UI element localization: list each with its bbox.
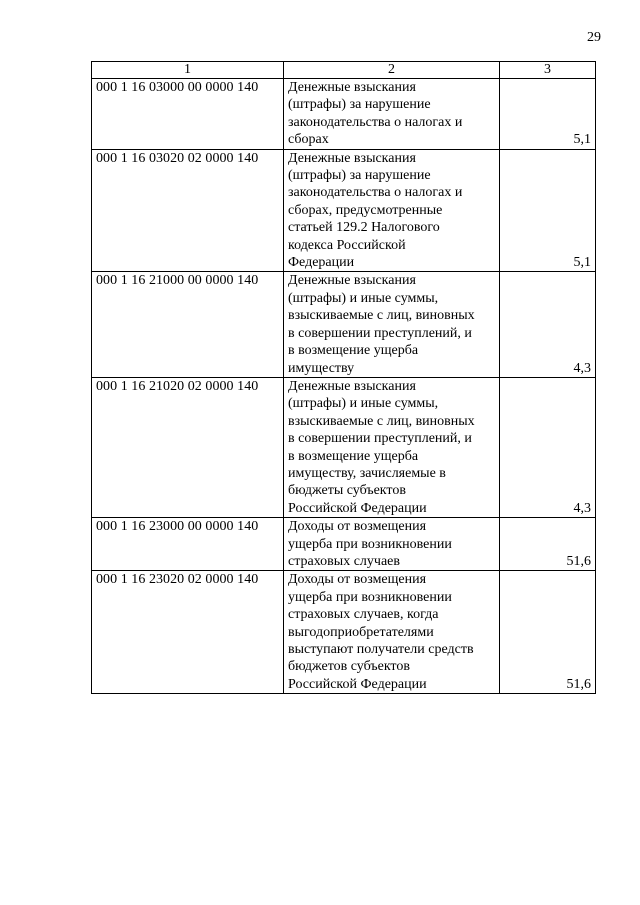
amount-cell: 51,6 bbox=[500, 571, 596, 694]
revenue-name-line: сборах, предусмотренные bbox=[288, 202, 443, 218]
page-number: 29 bbox=[587, 30, 601, 45]
revenue-name-line: (штрафы) и иные суммы, bbox=[288, 290, 439, 306]
table-row bbox=[92, 571, 596, 694]
revenue-name-line: в возмещение ущерба bbox=[288, 343, 419, 359]
revenue-name-cell bbox=[284, 79, 500, 150]
revenue-name-line: статьей 129.2 Налогового bbox=[288, 220, 440, 236]
revenue-name-line: в совершении преступлений, и bbox=[288, 431, 472, 447]
revenue-name-line: Денежные взыскания bbox=[288, 150, 416, 166]
amount-cell: 5,1 bbox=[500, 79, 596, 150]
revenue-table bbox=[91, 61, 596, 694]
revenue-name-line: взыскиваемые с лиц, виновных bbox=[288, 413, 475, 429]
revenue-name-line: страховых случаев, когда bbox=[288, 607, 439, 623]
table-row bbox=[92, 149, 596, 272]
revenue-name-line: бюджеты субъектов bbox=[288, 483, 406, 499]
revenue-name-line: Российской Федерации bbox=[288, 676, 427, 692]
column-header-2: 2 bbox=[284, 62, 500, 79]
revenue-name-line: взыскиваемые с лиц, виновных bbox=[288, 308, 475, 324]
table-row bbox=[92, 79, 596, 150]
revenue-name-line: Доходы от возмещения bbox=[288, 572, 427, 588]
revenue-name-line: ущерба при возникновении bbox=[288, 589, 452, 605]
revenue-name-line: (штрафы) за нарушение bbox=[288, 97, 431, 113]
budget-code-cell: 000 1 16 23020 02 0000 140 bbox=[92, 571, 284, 694]
revenue-name-cell bbox=[284, 272, 500, 377]
table-header-row bbox=[92, 62, 596, 79]
amount-cell: 4,3 bbox=[500, 272, 596, 377]
budget-code-cell: 000 1 16 03000 00 0000 140 bbox=[92, 79, 284, 150]
revenue-name-line: имуществу bbox=[288, 360, 355, 376]
revenue-name-cell bbox=[284, 149, 500, 272]
revenue-name-line: законодательства о налогах и bbox=[288, 114, 463, 130]
revenue-name-line: ущерба при возникновении bbox=[288, 536, 452, 552]
revenue-name-line: сборах bbox=[288, 132, 329, 148]
amount-cell: 5,1 bbox=[500, 149, 596, 272]
amount-cell: 4,3 bbox=[500, 377, 596, 517]
revenue-name-cell bbox=[284, 518, 500, 571]
revenue-name-line: Денежные взыскания bbox=[288, 80, 416, 95]
budget-code-cell: 000 1 16 21000 00 0000 140 bbox=[92, 272, 284, 377]
budget-code-cell: 000 1 16 23000 00 0000 140 bbox=[92, 518, 284, 571]
revenue-name-line: выгодоприобретателями bbox=[288, 624, 434, 640]
revenue-name-line: Российской Федерации bbox=[288, 500, 427, 516]
revenue-name-line: законодательства о налогах и bbox=[288, 185, 463, 201]
revenue-name-line: выступают получатели средств bbox=[288, 642, 474, 657]
budget-code-cell: 000 1 16 21020 02 0000 140 bbox=[92, 377, 284, 517]
revenue-name-line: в совершении преступлений, и bbox=[288, 325, 472, 341]
revenue-name-line: (штрафы) за нарушение bbox=[288, 168, 431, 184]
revenue-name-line: Денежные взыскания bbox=[288, 378, 416, 394]
revenue-name-cell bbox=[284, 571, 500, 694]
table-body bbox=[92, 79, 596, 694]
table-row bbox=[92, 377, 596, 517]
budget-code-cell: 000 1 16 03020 02 0000 140 bbox=[92, 149, 284, 272]
revenue-name-line: бюджетов субъектов bbox=[288, 659, 410, 675]
revenue-name-line: имуществу, зачисляемые в bbox=[288, 465, 446, 481]
revenue-name-line: Доходы от возмещения bbox=[288, 519, 427, 535]
revenue-name-line: кодекса Российской bbox=[288, 237, 406, 253]
amount-cell: 51,6 bbox=[500, 518, 596, 571]
column-header-3: 3 bbox=[500, 62, 596, 79]
revenue-name-cell bbox=[284, 377, 500, 517]
revenue-name-line: Федерации bbox=[288, 255, 355, 271]
revenue-name-line: (штрафы) и иные суммы, bbox=[288, 396, 439, 412]
column-header-1: 1 bbox=[92, 62, 284, 79]
revenue-name-line: Денежные взыскания bbox=[288, 273, 416, 289]
revenue-name-line: в возмещение ущерба bbox=[288, 448, 419, 464]
revenue-name-line: страховых случаев bbox=[288, 553, 400, 569]
table-row bbox=[92, 518, 596, 571]
table-row bbox=[92, 272, 596, 377]
